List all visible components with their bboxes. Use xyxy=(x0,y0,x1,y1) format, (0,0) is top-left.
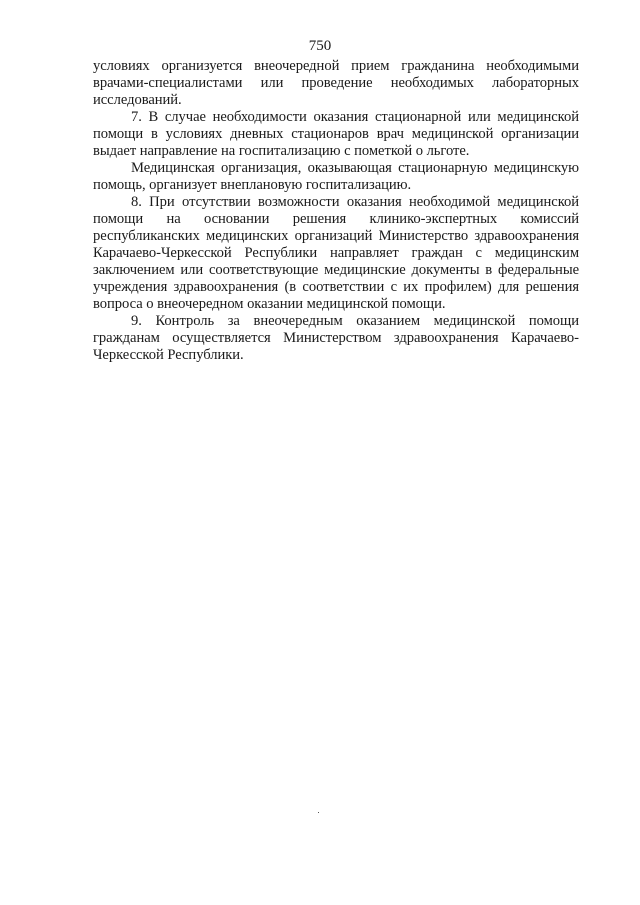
paragraph-item-9: 9. Контроль за внеочередным оказанием медицинской помощи гражданам осуществляется Министерством здравоохранения Карачаево-Черкесской Республики. xyxy=(93,313,579,363)
document-body xyxy=(93,58,579,364)
paragraph-item-8: 8. При отсутствии возможности оказания необходимой медицинской помощи на основании решения клинико-экспертных комиссий республиканских медицинских организаций Министерство здравоохранения Карачаево-Черкесской Республики направляет граждан с медицинским заключением или соответствующие медицинские документы в федеральные учреждения здравоохранения (в соответствии с их профилем) для решения вопроса о внеочередном оказании медицинской помощи. xyxy=(93,194,579,312)
paragraph-continuation: условиях организуется внеочередной прием гражданина необходимыми врачами-специалистами или проведение необходимых лабораторных исследований. xyxy=(93,58,579,108)
paragraph-medical-organization: Медицинская организация, оказывающая стационарную медицинскую помощь, организует внеплановую госпитализацию. xyxy=(93,160,579,193)
scan-speck xyxy=(318,812,319,813)
page-number: 750 xyxy=(308,38,332,54)
paragraph-item-7: 7. В случае необходимости оказания стационарной или медицинской помощи в условиях дневных стационаров врач медицинской организации выдает направление на госпитализацию с пометкой о льготе. xyxy=(93,109,579,159)
